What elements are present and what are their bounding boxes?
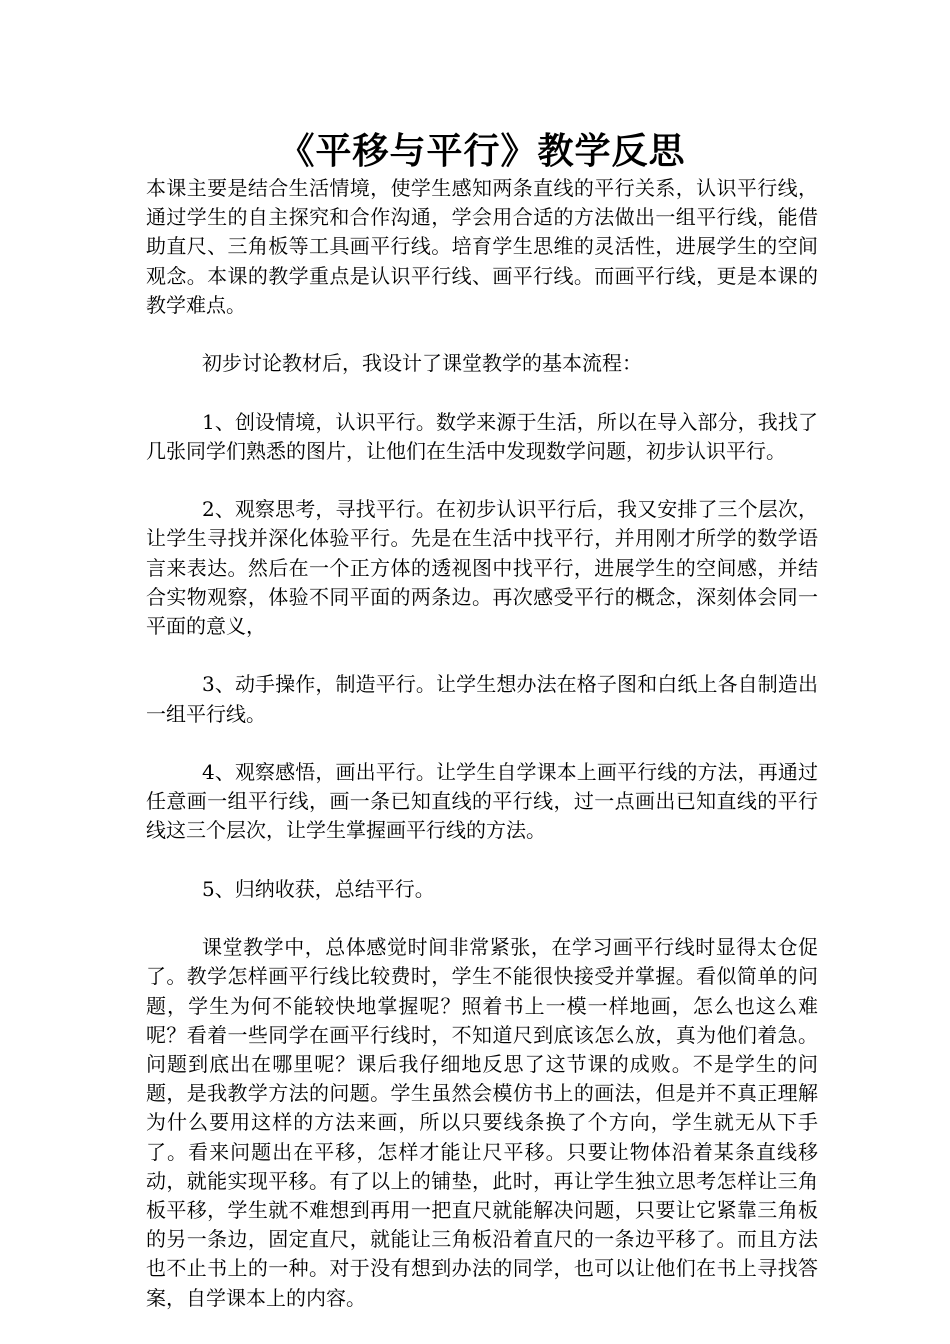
paragraph-spacer [146,466,818,495]
paragraph-step-1: 1、创设情境，认识平行。数学来源于生活，所以在导入部分，我找了几张同学们熟悉的图片，让他们在生活中发现数学问题，初步认识平行。 [146,409,818,463]
paragraph-spacer [146,729,818,758]
paragraph-spacer [146,378,818,407]
paragraph-step-2: 2、观察思考，寻找平行。在初步认识平行后，我又安排了三个层次，让学生寻找并深化体验平行。先是在生活中找平行，并用刚才所学的数学语言来表达。然后在一个正方体的透视图中找平行，进展学生的空间感，并结合实物观察，体验不同平面的两条边。再次感受平行的概念，深刻体会同一平面的意义， [146,497,818,638]
paragraph-spacer [146,320,818,349]
paragraph-step-4: 4、观察感悟，画出平行。让学生自学课本上画平行线的方法，再通过任意画一组平行线，画一条已知直线的平行线，过一点画出已知直线的平行线这三个层次，让学生掌握画平行线的方法。 [146,759,818,843]
paragraph-reflection: 课堂教学中，总体感觉时间非常紧张，在学习画平行线时显得太仓促了。教学怎样画平行线比较费时，学生不能很快接受并掌握。看似简单的问题，学生为何不能较快地掌握呢？照着书上一模一样地画，怎么也这么难呢？看着一些同学在画平行线时，不知道尺到底该怎么放，真为他们着急。问题到底出在哪里呢？课后我仔细地反思了这节课的成败。不是学生的问题，是我教学方法的问题。学生虽然会模仿书上的画法，但是并不真正理解为什么要用这样的方法来画，所以只要线条换了个方向，学生就无从下手了。看来问题出在平移，怎样才能让尺平移。只要让物体沿着某条直线移动，就能实现平移。有了以上的铺垫，此时，再让学生独立思考怎样让三角板平移，学生就不难想到再用一把直尺就能解决问题，只要让它紧靠三角板的另一条边，固定直尺，就能让三角板沿着直尺的一条边平移了。而且方法也不止书上的一种。对于没有想到办法的同学，也可以让他们在书上寻找答案，自学课本上的内容。 [146,935,818,1310]
paragraph-step-3: 3、动手操作，制造平行。让学生想办法在格子图和白纸上各自制造出一组平行线。 [146,672,818,726]
paragraph-step-5: 5、归纳收获，总结平行。 [202,876,435,901]
paragraph-spacer [146,904,818,933]
paragraph-spacer [146,846,818,875]
paragraph-spacer [146,641,818,670]
paragraph-intro: 本课主要是结合生活情境，使学生感知两条直线的平行关系，认识平行线，通过学生的自主探究和合作沟通，学会用合适的方法做出一组平行线，能借助直尺、三角板等工具画平行线。培育学生思维的灵活性，进展学生的空间观念。本课的教学重点是认识平行线、画平行线。而画平行线，更是本课的教学难点。 [146,176,818,317]
document-title: 《平移与平行》教学反思 [278,130,686,172]
paragraph-process-intro: 初步讨论教材后，我设计了课堂教学的基本流程： [202,351,642,376]
document-page [146,128,818,1313]
